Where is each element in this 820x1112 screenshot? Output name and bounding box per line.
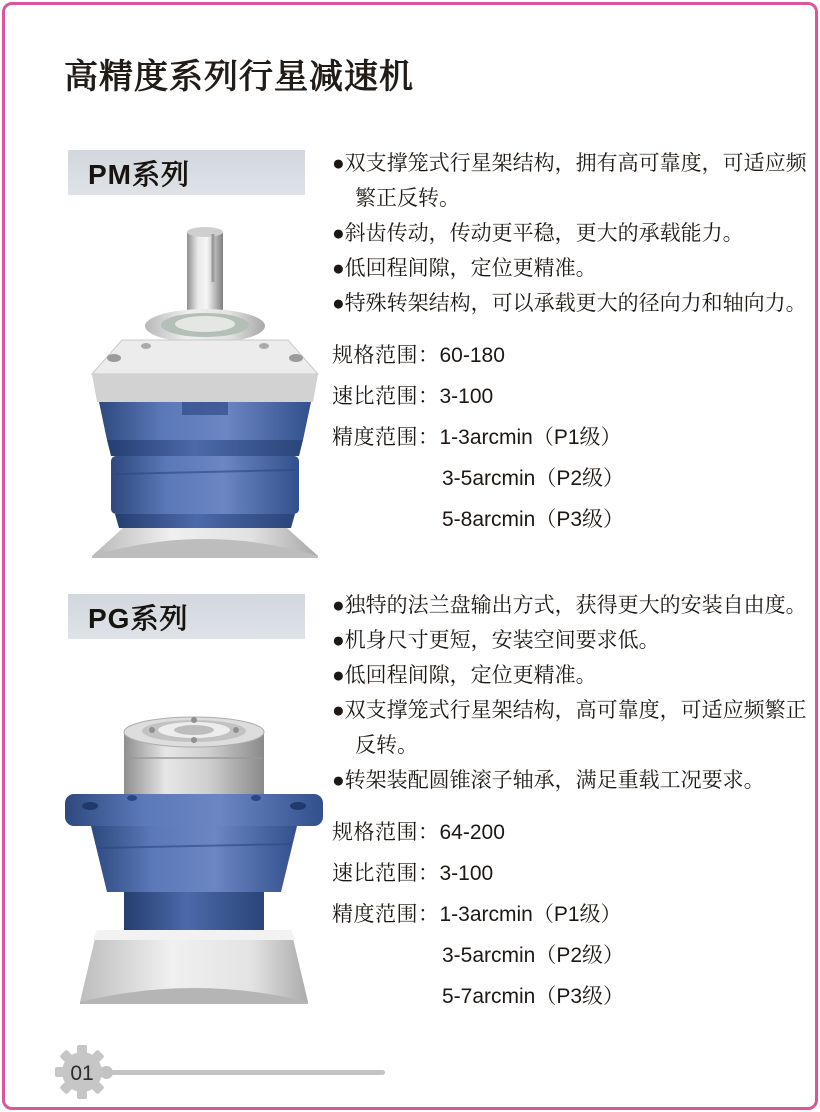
spec-row xyxy=(332,376,810,417)
feature-item: ●转架装配圆锥滚子轴承，满足重载工况要求。 xyxy=(332,769,765,792)
page-title: 高精度系列行星减速机 xyxy=(64,57,414,96)
spec-label: 精度范围： xyxy=(332,426,440,449)
spec-value: 3-5arcmin（P2级） xyxy=(442,944,625,967)
footer-divider-line xyxy=(108,1070,385,1075)
pg-specs xyxy=(332,812,810,1017)
spec-value: 1-3arcmin（P1级） xyxy=(439,903,622,926)
pg-series-header xyxy=(68,594,305,639)
spec-label: 速比范围： xyxy=(332,385,440,408)
feature-item: ●低回程间隙，定位更精准。 xyxy=(332,257,597,280)
spec-row xyxy=(332,853,810,894)
spec-value: 64-200 xyxy=(439,821,505,844)
spec-row-continuation xyxy=(332,976,810,1017)
spec-row-continuation xyxy=(332,935,810,976)
spec-value: 3-5arcmin（P2级） xyxy=(442,467,625,490)
page-number: 01 xyxy=(70,1062,94,1085)
pm-gearbox-image xyxy=(82,222,334,558)
feature-item: ●特殊转架结构，可以承载更大的径向力和轴向力。 xyxy=(332,292,807,315)
spec-value: 3-100 xyxy=(439,385,494,408)
pg-gearbox-image xyxy=(48,706,340,1014)
spec-label: 规格范围： xyxy=(332,821,440,844)
spec-value: 3-100 xyxy=(439,862,494,885)
spec-row xyxy=(332,812,810,853)
spec-label: 速比范围： xyxy=(332,862,440,885)
spec-row xyxy=(332,417,810,458)
spec-row xyxy=(332,335,810,376)
pm-feature-list xyxy=(332,146,810,321)
feature-item: ●斜齿传动，传动更平稳，更大的承载能力。 xyxy=(332,222,744,245)
spec-value: 60-180 xyxy=(439,344,505,367)
spec-row-continuation xyxy=(332,458,810,499)
spec-label: 精度范围： xyxy=(332,903,440,926)
spec-row xyxy=(332,894,810,935)
pg-content-column xyxy=(332,588,810,1017)
feature-item: ●低回程间隙，定位更精准。 xyxy=(332,664,597,687)
pm-series-label: PM系列 xyxy=(88,158,191,190)
pg-series-label: PG系列 xyxy=(88,602,189,634)
pm-content-column xyxy=(332,146,810,540)
feature-item: ●独特的法兰盘输出方式，获得更大的安装自由度。 xyxy=(332,594,807,617)
spec-value: 1-3arcmin（P1级） xyxy=(439,426,622,449)
feature-item: ●机身尺寸更短，安装空间要求低。 xyxy=(332,629,660,652)
pm-series-header xyxy=(68,150,305,195)
spec-row-continuation xyxy=(332,499,810,540)
feature-item: ●双支撑笼式行星架结构，高可靠度，可适应频繁正反转。 xyxy=(332,699,807,757)
pg-feature-list xyxy=(332,588,810,798)
spec-label: 规格范围： xyxy=(332,344,440,367)
spec-value: 5-7arcmin（P3级） xyxy=(442,985,625,1008)
pm-specs xyxy=(332,335,810,540)
spec-value: 5-8arcmin（P3级） xyxy=(442,508,625,531)
feature-item: ●双支撑笼式行星架结构，拥有高可靠度，可适应频繁正反转。 xyxy=(332,152,807,210)
page-footer xyxy=(0,1040,820,1104)
